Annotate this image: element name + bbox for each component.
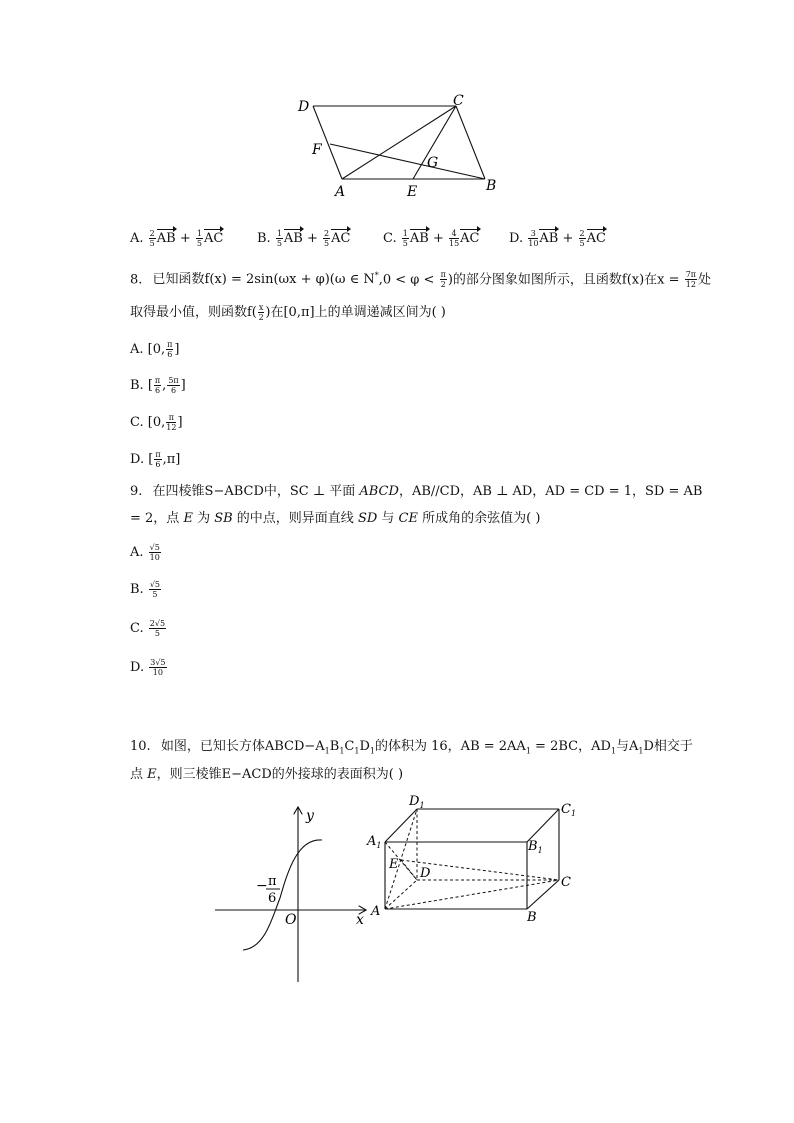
fraction: $\frac{2}{5}$ bbox=[324, 229, 330, 248]
fraction: $\frac{2}{5}$ bbox=[579, 229, 585, 248]
q8-option-b[interactable]: B. [ $\frac{\pi}{6}$ , $\frac{5\pi}{6}$ ] bbox=[130, 376, 186, 395]
edge-B1C1 bbox=[527, 809, 559, 842]
label-A1: $A_1$ bbox=[367, 834, 382, 850]
fraction: $\frac{2}{5}$ bbox=[149, 229, 155, 248]
fraction: $\frac{5\pi}{6}$ bbox=[168, 376, 179, 395]
fraction: $\frac{\pi}{2}$ bbox=[440, 270, 446, 290]
segment-FB bbox=[330, 144, 485, 179]
label-x: x bbox=[356, 912, 364, 928]
label-pi: π bbox=[268, 874, 277, 889]
fraction: $\frac{\pi}{6}$ bbox=[155, 450, 161, 469]
label-B: B bbox=[486, 178, 497, 194]
vector-ac: AC bbox=[460, 231, 480, 246]
fraction: $\frac{1}{5}$ bbox=[276, 229, 282, 248]
vector-ab: AB bbox=[539, 231, 559, 246]
vector-ac: AC bbox=[586, 231, 606, 246]
q8-stem-line1: 8. 已知函数f(x) = 2sin(ωx + φ)(ω ∈ N*,0 < φ < $\frac{\pi}{2}$ )的部分图象如图所示，且函数f(x)在x = $\frac{7\pi}{12}$ 处 bbox=[130, 270, 712, 290]
q9-option-d[interactable]: D. $\frac{3√5}{10}$ bbox=[130, 658, 166, 677]
cuboid-figure bbox=[365, 795, 585, 930]
q8-stem-line2: 取得最小值，则函数f( $\frac{x}{2}$ )在[0,π]上的单调递减区间为( ) bbox=[130, 303, 446, 322]
label-G: G bbox=[427, 155, 439, 171]
q8-option-d[interactable]: D. [ $\frac{\pi}{6}$ ,π] bbox=[130, 450, 181, 469]
label-D: D bbox=[298, 99, 310, 115]
q10-stem-line1: 10. 如图，已知长方体$ABCD-A_1B_1C_1D_1$的体积为 16，AB = $2AA_1 = 2BC$，$AD_1$与$A_1D$相交于 bbox=[130, 739, 693, 756]
fraction: $\frac{√5}{10}$ bbox=[149, 543, 160, 562]
fraction: $\frac{4}{15}$ bbox=[448, 229, 460, 248]
vector-ab: AB bbox=[283, 231, 303, 246]
vector-ac: AC bbox=[331, 231, 351, 246]
q8-option-a[interactable]: A. [0, $\frac{\pi}{6}$ ] bbox=[130, 340, 180, 359]
vector-ab: AB bbox=[409, 231, 429, 246]
fraction: $\frac{√5}{5}$ bbox=[149, 580, 161, 599]
label-F: F bbox=[312, 142, 322, 158]
parallelogram-figure bbox=[290, 90, 510, 205]
label-B1: $B_1$ bbox=[528, 839, 543, 855]
fraction: $\frac{3√5}{10}$ bbox=[150, 658, 166, 677]
q9-option-c[interactable]: C. $\frac{2√5}{5}$ bbox=[130, 619, 166, 638]
q8-option-c[interactable]: C. [0, $\frac{\pi}{12}$ ] bbox=[130, 413, 183, 432]
label-origin: O bbox=[285, 912, 297, 928]
fraction: $\frac{1}{5}$ bbox=[196, 229, 202, 248]
q7-option-c[interactable]: C. $\frac{1}{5}$ AB + $\frac{4}{15}$ AC bbox=[383, 229, 480, 248]
fraction: $\frac{\pi}{6}$ bbox=[167, 340, 173, 359]
q9-stem-line1: 9. 在四棱锥S−ABCD中，SC ⊥ 平面 ABCD，AB//CD，AB ⊥ AD，AD = CD = 1，SD = AB bbox=[130, 484, 703, 499]
q9-stem-line2: = 2，点 E 为 SB 的中点，则异面直线 SD 与 CE 所成角的余弦值为( ) bbox=[130, 511, 541, 526]
question-number: 10. bbox=[130, 739, 151, 754]
label-A: A bbox=[335, 184, 346, 200]
label-six: 6 bbox=[268, 891, 277, 906]
q7-option-a[interactable]: A. $\frac{2}{5}$ AB + $\frac{1}{5}$ AC bbox=[130, 229, 224, 248]
vector-ab: AB bbox=[156, 231, 176, 246]
q9-option-b[interactable]: B. $\frac{√5}{5}$ bbox=[130, 580, 161, 599]
vector-ac: AC bbox=[203, 231, 224, 246]
question-number: 9. bbox=[130, 484, 143, 499]
label-B: B bbox=[527, 910, 537, 925]
fraction: $\frac{\pi}{12}$ bbox=[166, 413, 177, 432]
label-A: A bbox=[371, 904, 381, 919]
q7-option-d[interactable]: D. $\frac{3}{10}$ AB + $\frac{2}{5}$ AC bbox=[509, 229, 606, 248]
label-E: E bbox=[389, 857, 399, 872]
sine-graph-figure bbox=[210, 800, 370, 990]
q9-option-a[interactable]: A. $\frac{√5}{10}$ bbox=[130, 543, 160, 562]
sine-curve bbox=[243, 840, 322, 950]
q10-stem-line2: 点 E，则三棱锥E−ACD的外接球的表面积为( ) bbox=[130, 767, 404, 782]
fraction: $\frac{3}{10}$ bbox=[528, 229, 539, 248]
fraction: $\frac{2√5}{5}$ bbox=[149, 619, 166, 638]
question-number: 8. bbox=[130, 272, 143, 288]
label-minus: − bbox=[256, 878, 268, 894]
label-C: C bbox=[561, 875, 571, 890]
fraction: $\frac{1}{5}$ bbox=[402, 229, 408, 248]
edge-A1D1 bbox=[385, 809, 417, 842]
fraction: $\frac{7\pi}{12}$ bbox=[685, 270, 697, 290]
hidden-line-AC bbox=[385, 880, 559, 909]
label-D1: $D_1$ bbox=[409, 795, 425, 810]
label-E: E bbox=[407, 184, 418, 200]
segment-CB bbox=[456, 106, 485, 179]
fraction: $\frac{\pi}{6}$ bbox=[154, 376, 161, 395]
label-D: D bbox=[420, 866, 431, 881]
label-C1: $C_1$ bbox=[561, 802, 577, 818]
q7-option-b[interactable]: B. $\frac{1}{5}$ AB + $\frac{2}{5}$ AC bbox=[257, 229, 351, 248]
fraction: $\frac{x}{2}$ bbox=[258, 303, 264, 322]
label-C: C bbox=[453, 93, 464, 109]
label-y: y bbox=[306, 808, 314, 824]
